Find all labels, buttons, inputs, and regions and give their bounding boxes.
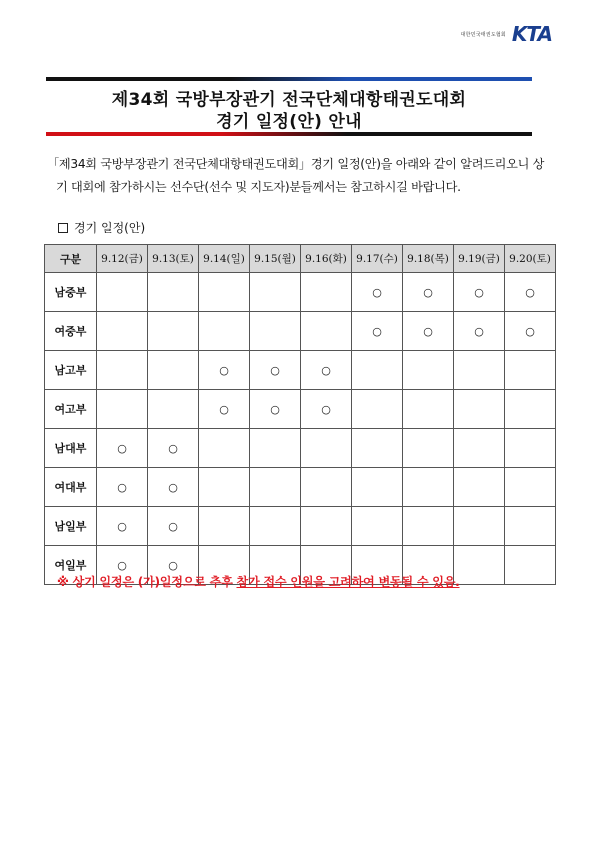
schedule-cell xyxy=(454,390,505,429)
table-row xyxy=(45,312,556,351)
checkbox-square-icon xyxy=(58,223,68,233)
schedule-cell xyxy=(505,468,556,507)
schedule-cell: ○ xyxy=(250,390,301,429)
schedule-cell xyxy=(403,468,454,507)
date-header: 9.12(금) xyxy=(97,245,148,273)
note-underlined: 참가 접수 인원을 고려하여 변동될 수 있음. xyxy=(236,575,460,589)
section-title: 경기 일정(안) xyxy=(74,221,146,235)
schedule-cell: ○ xyxy=(454,312,505,351)
intro-line-1: 「제34회 국방부장관기 전국단체대항태권도대회」경기 일정(안)을 아래와 같이 알려드리오니 상 xyxy=(47,157,545,171)
table-row xyxy=(45,429,556,468)
schedule-cell xyxy=(301,468,352,507)
date-header: 9.19(금) xyxy=(454,245,505,273)
schedule-cell: ○ xyxy=(301,390,352,429)
schedule-cell: ○ xyxy=(97,546,148,585)
schedule-cell: ○ xyxy=(199,390,250,429)
schedule-cell xyxy=(148,273,199,312)
table-row xyxy=(45,507,556,546)
schedule-cell: ○ xyxy=(148,507,199,546)
schedule-cell: ○ xyxy=(148,468,199,507)
schedule-cell xyxy=(505,390,556,429)
division-label: 여일부 xyxy=(45,546,97,585)
schedule-cell xyxy=(301,312,352,351)
schedule-cell: ○ xyxy=(250,351,301,390)
schedule-cell xyxy=(250,429,301,468)
schedule-cell xyxy=(454,546,505,585)
date-header: 9.17(수) xyxy=(352,245,403,273)
schedule-cell xyxy=(97,312,148,351)
schedule-cell xyxy=(250,507,301,546)
logo-org-text: 대한민국태권도협회 xyxy=(460,31,506,38)
division-label: 남대부 xyxy=(45,429,97,468)
schedule-cell: ○ xyxy=(505,273,556,312)
intro-line-2: 기 대회에 참가하시는 선수단(선수 및 지도자)분들께서는 참고하시길 바랍니다. xyxy=(56,180,461,194)
schedule-note xyxy=(57,573,460,590)
schedule-cell xyxy=(301,507,352,546)
schedule-cell xyxy=(403,351,454,390)
schedule-cell xyxy=(352,468,403,507)
schedule-cell xyxy=(505,429,556,468)
schedule-cell xyxy=(301,273,352,312)
schedule-cell: ○ xyxy=(403,273,454,312)
schedule-cell xyxy=(403,507,454,546)
schedule-cell: ○ xyxy=(148,546,199,585)
division-label: 남일부 xyxy=(45,507,97,546)
schedule-cell: ○ xyxy=(199,351,250,390)
schedule-cell xyxy=(97,351,148,390)
schedule-cell: ○ xyxy=(97,429,148,468)
schedule-cell: ○ xyxy=(97,507,148,546)
date-header: 9.20(토) xyxy=(505,245,556,273)
schedule-cell: ○ xyxy=(454,273,505,312)
schedule-cell xyxy=(199,273,250,312)
schedule-cell xyxy=(97,390,148,429)
schedule-cell xyxy=(148,351,199,390)
schedule-cell xyxy=(454,351,505,390)
schedule-cell xyxy=(454,507,505,546)
schedule-cell xyxy=(505,507,556,546)
schedule-cell xyxy=(403,390,454,429)
schedule-cell xyxy=(199,468,250,507)
division-label: 여고부 xyxy=(45,390,97,429)
date-header: 9.14(일) xyxy=(199,245,250,273)
date-header: 9.16(화) xyxy=(301,245,352,273)
schedule-cell xyxy=(454,429,505,468)
kta-logo xyxy=(461,22,552,46)
schedule-cell xyxy=(505,351,556,390)
table-row xyxy=(45,351,556,390)
title-band-bottom xyxy=(46,132,532,136)
schedule-cell xyxy=(250,273,301,312)
schedule-cell xyxy=(352,507,403,546)
note-lead: ※ 상기 일정은 (가)일정으로 추후 xyxy=(57,575,237,589)
header-division-label: 구분 xyxy=(45,245,97,273)
intro-paragraph xyxy=(47,153,563,199)
division-label: 남중부 xyxy=(45,273,97,312)
schedule-cell xyxy=(97,273,148,312)
schedule-cell xyxy=(301,429,352,468)
schedule-cell xyxy=(148,390,199,429)
schedule-table xyxy=(44,244,556,585)
schedule-cell: ○ xyxy=(301,351,352,390)
schedule-cell: ○ xyxy=(403,312,454,351)
schedule-cell xyxy=(199,312,250,351)
division-label: 여중부 xyxy=(45,312,97,351)
schedule-cell: ○ xyxy=(505,312,556,351)
page-subtitle: 경기 일정(안) 안내 xyxy=(216,112,362,132)
date-header: 9.18(목) xyxy=(403,245,454,273)
schedule-cell: ○ xyxy=(148,429,199,468)
schedule-cell xyxy=(454,468,505,507)
schedule-cell xyxy=(148,312,199,351)
schedule-cell xyxy=(352,429,403,468)
section-heading xyxy=(58,219,145,236)
date-header: 9.15(월) xyxy=(250,245,301,273)
page-title: 제34회 국방부장관기 전국단체대항태권도대회 xyxy=(111,90,467,110)
division-label: 여대부 xyxy=(45,468,97,507)
schedule-cell: ○ xyxy=(352,273,403,312)
schedule-cell xyxy=(352,390,403,429)
date-header: 9.13(토) xyxy=(148,245,199,273)
schedule-header-row xyxy=(45,245,556,273)
table-row xyxy=(45,273,556,312)
schedule-cell: ○ xyxy=(352,312,403,351)
schedule-cell xyxy=(199,429,250,468)
table-row xyxy=(45,468,556,507)
logo-mark: KTA xyxy=(511,22,552,46)
schedule-cell xyxy=(505,546,556,585)
division-label: 남고부 xyxy=(45,351,97,390)
schedule-cell: ○ xyxy=(97,468,148,507)
schedule-cell xyxy=(199,507,250,546)
table-row xyxy=(45,390,556,429)
schedule-cell xyxy=(403,429,454,468)
title-band-top xyxy=(46,77,532,81)
schedule-cell xyxy=(250,468,301,507)
schedule-cell xyxy=(352,351,403,390)
schedule-cell xyxy=(250,312,301,351)
